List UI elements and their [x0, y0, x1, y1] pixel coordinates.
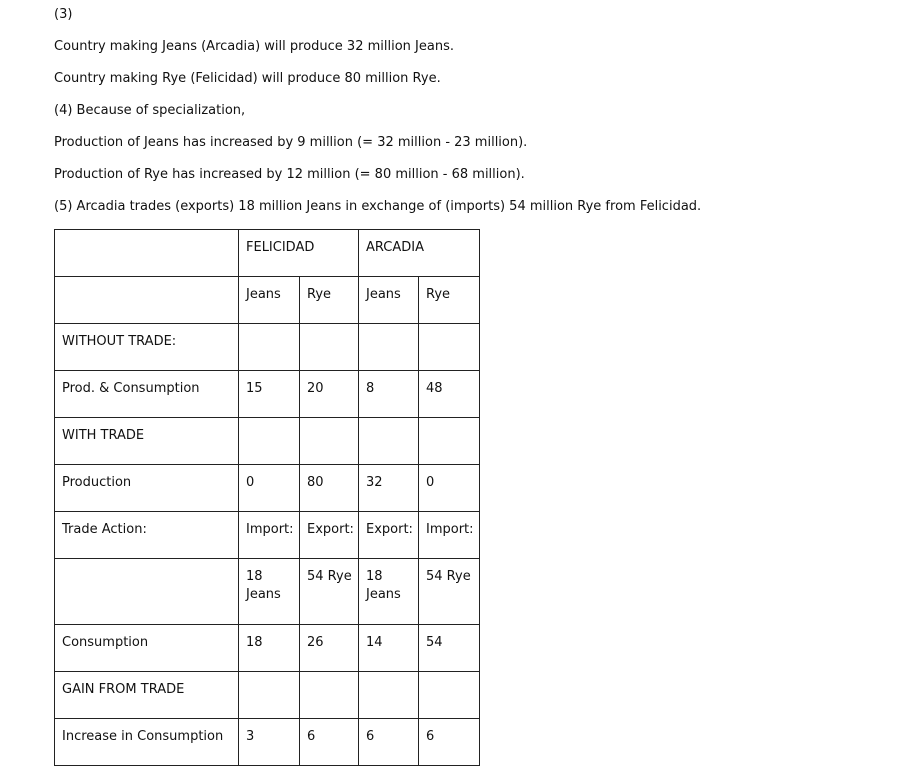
- table-cell: [300, 418, 359, 465]
- goods-blank-cell: [55, 277, 239, 324]
- part-4-heading: (4) Because of specialization,: [54, 103, 246, 118]
- table-cell: 18: [239, 625, 300, 672]
- trade-table: [54, 229, 480, 766]
- table-cell: 6: [419, 719, 480, 766]
- header-arcadia: ARCADIA: [359, 230, 480, 277]
- row-label: WITHOUT TRADE:: [55, 324, 239, 371]
- table-cell: [239, 324, 300, 371]
- part-5-trade-text: (5) Arcadia trades (exports) 18 million Jeans in exchange of (imports) 54 million Rye from Felicidad.: [54, 199, 702, 214]
- table-row: [55, 465, 480, 512]
- table-row: [55, 625, 480, 672]
- table-cell: [359, 418, 419, 465]
- rye-increase-text: Production of Rye has increased by 12 million (= 80 million - 68 million).: [54, 167, 525, 182]
- table-cell: [419, 418, 480, 465]
- jeans-increase-text: Production of Jeans has increased by 9 million (= 32 million - 23 million).: [54, 135, 528, 150]
- table-row: [55, 719, 480, 766]
- table-cell: 14: [359, 625, 419, 672]
- goods-felicidad-rye: Rye: [300, 277, 359, 324]
- table-cell: 20: [300, 371, 359, 418]
- table-cell: 18 Jeans: [359, 559, 419, 625]
- table-cell: 18 Jeans: [239, 559, 300, 625]
- table-row: [55, 559, 480, 625]
- table-cell: Import:: [239, 512, 300, 559]
- table-cell: Import:: [419, 512, 480, 559]
- arcadia-production-text: Country making Jeans (Arcadia) will produce 32 million Jeans.: [54, 39, 454, 54]
- table-cell: [419, 672, 480, 719]
- row-label: Prod. & Consumption: [55, 371, 239, 418]
- row-label: GAIN FROM TRADE: [55, 672, 239, 719]
- part-3-heading: (3): [54, 7, 73, 22]
- row-label: [55, 559, 239, 625]
- table-cell: 54 Rye: [419, 559, 480, 625]
- table-cell: 32: [359, 465, 419, 512]
- table-cell: [239, 672, 300, 719]
- table-cell: 80: [300, 465, 359, 512]
- table-row: [55, 371, 480, 418]
- table-row: [55, 418, 480, 465]
- table-cell: 26: [300, 625, 359, 672]
- goods-felicidad-jeans: Jeans: [239, 277, 300, 324]
- table-row: [55, 512, 480, 559]
- table-goods-row: [55, 277, 480, 324]
- table-cell: [239, 418, 300, 465]
- table-cell: 15: [239, 371, 300, 418]
- table-header-row: [55, 230, 480, 277]
- header-blank-cell: [55, 230, 239, 277]
- table-row: [55, 324, 480, 371]
- table-cell: 54 Rye: [300, 559, 359, 625]
- row-label: Increase in Consumption: [55, 719, 239, 766]
- goods-arcadia-jeans: Jeans: [359, 277, 419, 324]
- table-cell: [300, 324, 359, 371]
- table-cell: [300, 672, 359, 719]
- row-label: WITH TRADE: [55, 418, 239, 465]
- goods-arcadia-rye: Rye: [419, 277, 480, 324]
- row-label: Trade Action:: [55, 512, 239, 559]
- table-cell: 8: [359, 371, 419, 418]
- table-cell: Export:: [359, 512, 419, 559]
- table-cell: 3: [239, 719, 300, 766]
- table-cell: 0: [239, 465, 300, 512]
- table-cell: Export:: [300, 512, 359, 559]
- row-label: Consumption: [55, 625, 239, 672]
- table-cell: 54: [419, 625, 480, 672]
- row-label: Production: [55, 465, 239, 512]
- table-row: [55, 672, 480, 719]
- header-felicidad: FELICIDAD: [239, 230, 359, 277]
- table-cell: 48: [419, 371, 480, 418]
- table-cell: [359, 672, 419, 719]
- table-cell: 6: [359, 719, 419, 766]
- table-cell: 0: [419, 465, 480, 512]
- table-cell: 6: [300, 719, 359, 766]
- felicidad-production-text: Country making Rye (Felicidad) will produce 80 million Rye.: [54, 71, 441, 86]
- table-cell: [419, 324, 480, 371]
- table-cell: [359, 324, 419, 371]
